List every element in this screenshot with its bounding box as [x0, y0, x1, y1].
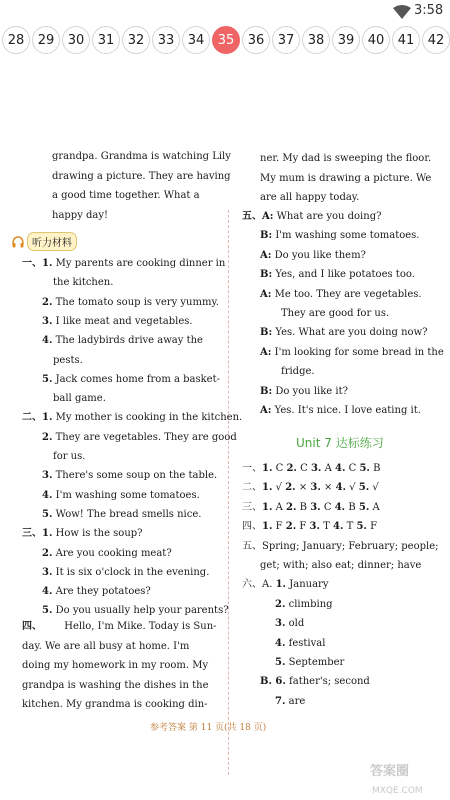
answer-line: 5. September: [275, 657, 345, 668]
page-strip: [0, 26, 450, 58]
question-line: 3. I like meat and vegetables.: [42, 315, 193, 327]
question-line: 5. Jack comes home from a basket-: [42, 373, 220, 385]
page-number-41[interactable]: 41: [392, 26, 420, 54]
question-line: 4. Are they potatoes?: [42, 586, 151, 598]
question-line: 一、1. My parents are cooking dinner in: [22, 258, 226, 269]
answer-line: 2. climbing: [275, 598, 333, 610]
dialogue-line: B: I'm washing some tomatoes.: [260, 230, 420, 242]
question-line-cont: pests.: [53, 354, 83, 366]
status-bar: [0, 0, 450, 24]
question-line-cont: ball game.: [53, 393, 106, 405]
page-number-29[interactable]: 29: [32, 26, 60, 54]
answer-line: 一、1. C 2. C 3. A 4. C 5. B: [242, 463, 381, 474]
answer-line: 7. are: [275, 695, 306, 707]
page-number-32[interactable]: 32: [122, 26, 150, 54]
dialogue-line: A: I'm looking for some bread in the: [260, 346, 444, 358]
dialogue-line: A: Yes. It's nice. I love eating it.: [260, 405, 421, 416]
answer-line: 三、1. A 2. B 3. C 4. B 5. A: [242, 501, 380, 513]
passage-line: grandpa. Grandma is watching Lily: [52, 151, 231, 162]
question-line: 5. Do you usually help your parents?: [42, 605, 229, 617]
answer-line: get; with; also eat; dinner; have: [260, 560, 422, 571]
passage-line: are all happy today.: [260, 192, 360, 203]
status-time: 3:58: [414, 3, 444, 18]
answer-line: 五、Spring; January; February; people;: [242, 540, 439, 552]
answer-line: 二、1. √ 2. × 3. × 4. √ 5. √: [242, 482, 379, 494]
passage-line: happy day!: [52, 209, 109, 221]
page-number-33[interactable]: 33: [152, 26, 180, 54]
question-line: 4. The ladybirds drive away the: [42, 335, 203, 347]
page-number-34[interactable]: 34: [182, 26, 210, 54]
question-line: 5. Wow! The bread smells nice.: [42, 508, 202, 520]
question-line: 2. The tomato soup is very yummy.: [42, 296, 219, 308]
question-line: 2. They are vegetables. They are good: [42, 431, 237, 443]
page-number-38[interactable]: 38: [302, 26, 330, 54]
watermark-logo: 答案圈: [370, 764, 410, 779]
dialogue-line-cont: They are good for us.: [281, 308, 390, 319]
page-number-36[interactable]: 36: [242, 26, 270, 54]
passage-line: a good time together. What a: [52, 190, 200, 201]
question-line: 三、1. How is the soup?: [22, 528, 143, 540]
dialogue-line: B: Do you like it?: [260, 385, 348, 397]
passage-line: kitchen. My grandma is cooking din-: [22, 699, 208, 710]
question-line: 3. It is six o'clock in the evening.: [42, 566, 210, 578]
page-number-42[interactable]: 42: [422, 26, 450, 54]
page-number-37[interactable]: 37: [272, 26, 300, 54]
dialogue-line: A: Do you like them?: [260, 249, 366, 261]
question-line: 3. There's some soup on the table.: [42, 470, 218, 482]
column-divider: [228, 210, 229, 775]
page-number-28[interactable]: 28: [2, 26, 30, 54]
passage-line: day. We are all busy at home. I'm: [22, 640, 190, 652]
listening-material-tag: [12, 232, 77, 251]
question-line: 2. Are you cooking meat?: [42, 547, 172, 559]
page-number-39[interactable]: 39: [332, 26, 360, 54]
listening-material-label: 听力材料: [27, 232, 77, 251]
unit-title: Unit 7 达标练习: [296, 436, 384, 450]
answer-line: 3. old: [275, 618, 305, 630]
page-number-30[interactable]: 30: [62, 26, 90, 54]
question-line: 二、1. My mother is cooking in the kitchen.: [22, 412, 243, 424]
page-number-35[interactable]: 35: [212, 26, 240, 54]
answer-line: B. 6. father's; second: [260, 676, 370, 688]
question-line-cont: the kitchen.: [53, 277, 114, 289]
dialogue-line: A: Me too. They are vegetables.: [260, 288, 422, 300]
headphones-icon: [12, 236, 24, 248]
dialogue-line: B: Yes, and I like potatoes too.: [260, 269, 415, 281]
passage-line: doing my homework in my room. My: [22, 660, 209, 671]
page-footer: 参考答案 第 11 页(共 18 页): [150, 723, 267, 733]
dialogue-line: B: Yes. What are you doing now?: [260, 327, 428, 339]
page-number-31[interactable]: 31: [92, 26, 120, 54]
passage-line: drawing a picture. They are having: [52, 170, 231, 182]
passage-line: ner. My dad is sweeping the floor.: [260, 153, 432, 164]
answer-line: 4. festival: [275, 637, 326, 649]
answer-line: 六、A. 1. January: [242, 579, 329, 591]
passage-line: 四、 Hello, I'm Mike. Today is Sun-: [22, 621, 217, 632]
page-number-40[interactable]: 40: [362, 26, 390, 54]
dialogue-line-cont: fridge.: [281, 366, 315, 378]
answer-line: 四、1. F 2. F 3. T 4. T 5. F: [242, 521, 378, 533]
question-line-cont: for us.: [53, 451, 86, 462]
passage-line: grandpa is washing the dishes in the: [22, 679, 209, 691]
question-line: 4. I'm washing some tomatoes.: [42, 489, 200, 501]
watermark-url: MXQE.COM: [372, 786, 423, 796]
passage-line: My mum is drawing a picture. We: [260, 172, 432, 184]
wifi-icon: [393, 5, 411, 19]
dialogue-line: 五、A: What are you doing?: [242, 211, 382, 222]
